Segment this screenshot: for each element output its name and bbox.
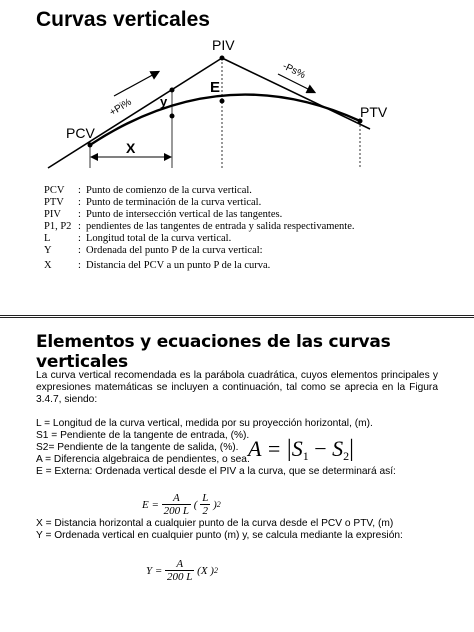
legend-item: X : Distancia del PCV a un punto P de la curva.: [44, 260, 271, 271]
intro-paragraph: La curva vertical recomendada es la parábola cuadrática, cuyos elementos principales y expresiones matemáticas se incluyen a continuación, tal como se aprecia en la Figura 3.4.7, siendo:: [36, 370, 438, 405]
def-line: X = Distancia horizontal a cualquier punto de la curva desde el PCV o PTV, (m): [36, 518, 394, 529]
e-label: E: [210, 79, 221, 96]
curve-vertex-point: [220, 99, 225, 104]
slide2-title: Elementos y ecuaciones de las curvas verticales: [36, 332, 391, 372]
pcv-label: PCV: [66, 125, 95, 141]
entry-slope-label: +Pi%: [107, 96, 134, 119]
legend-item: PCV : Punto de comienzo de la curva vertical.: [44, 185, 252, 196]
legend-item: PIV : Punto de intersección vertical de las tangentes.: [44, 209, 283, 220]
slide1-title: Curvas verticales: [36, 8, 210, 31]
tangent-point: [170, 88, 175, 93]
pcv-point: [88, 143, 93, 148]
ptv-label: PTV: [360, 104, 388, 120]
def-line: L = Longitud de la curva vertical, medida por su proyección horizontal, (m).: [36, 418, 373, 429]
legend-item: PTV : Punto de terminación de la curva vertical.: [44, 197, 262, 208]
formula-e: E = $\frac{A}{200 L}$ ( $\frac{L}{2}$ ) 2: [142, 492, 221, 517]
legend-item: P1, P2 : pendientes de las tangentes de entrada y salida respectivamente.: [44, 221, 355, 232]
def-line: E = Externa: Ordenada vertical desde el PIV a la curva, que se determinará así:: [36, 466, 396, 477]
def-line: A = Diferencia algebraica de pendientes, o sea.: [36, 454, 250, 465]
def-line: Y = Ordenada vertical en cualquier punto (m) y, se calcula mediante la expresión:: [36, 530, 403, 541]
diagram-legend: [44, 185, 355, 272]
piv-point: [220, 56, 225, 61]
def-line: S1 = Pendiente de la tangente de entrada, (%).: [36, 430, 250, 441]
formula-a: $A = |S_1 - S_2|$: [248, 436, 354, 463]
def-line: S2= Pendiente de la tangente de salida, (%).: [36, 442, 239, 453]
legend-item: L : Longitud total de la curva vertical.: [44, 233, 232, 244]
y-label: y: [160, 94, 168, 109]
piv-label: PIV: [212, 37, 235, 53]
x-label: X: [126, 140, 136, 156]
entry-slope-arrow: [114, 72, 158, 96]
slide-elementos-ecuaciones: [0, 317, 474, 632]
slide2-body: [36, 370, 438, 542]
legend-item: Y : Ordenada del punto P de la curva vertical:: [44, 245, 263, 256]
formula-y: Y = $\frac{A}{200 L}$ (X ) 2: [146, 558, 218, 583]
exit-slope-label: -Ps%: [280, 60, 307, 82]
curve-point: [170, 114, 175, 119]
